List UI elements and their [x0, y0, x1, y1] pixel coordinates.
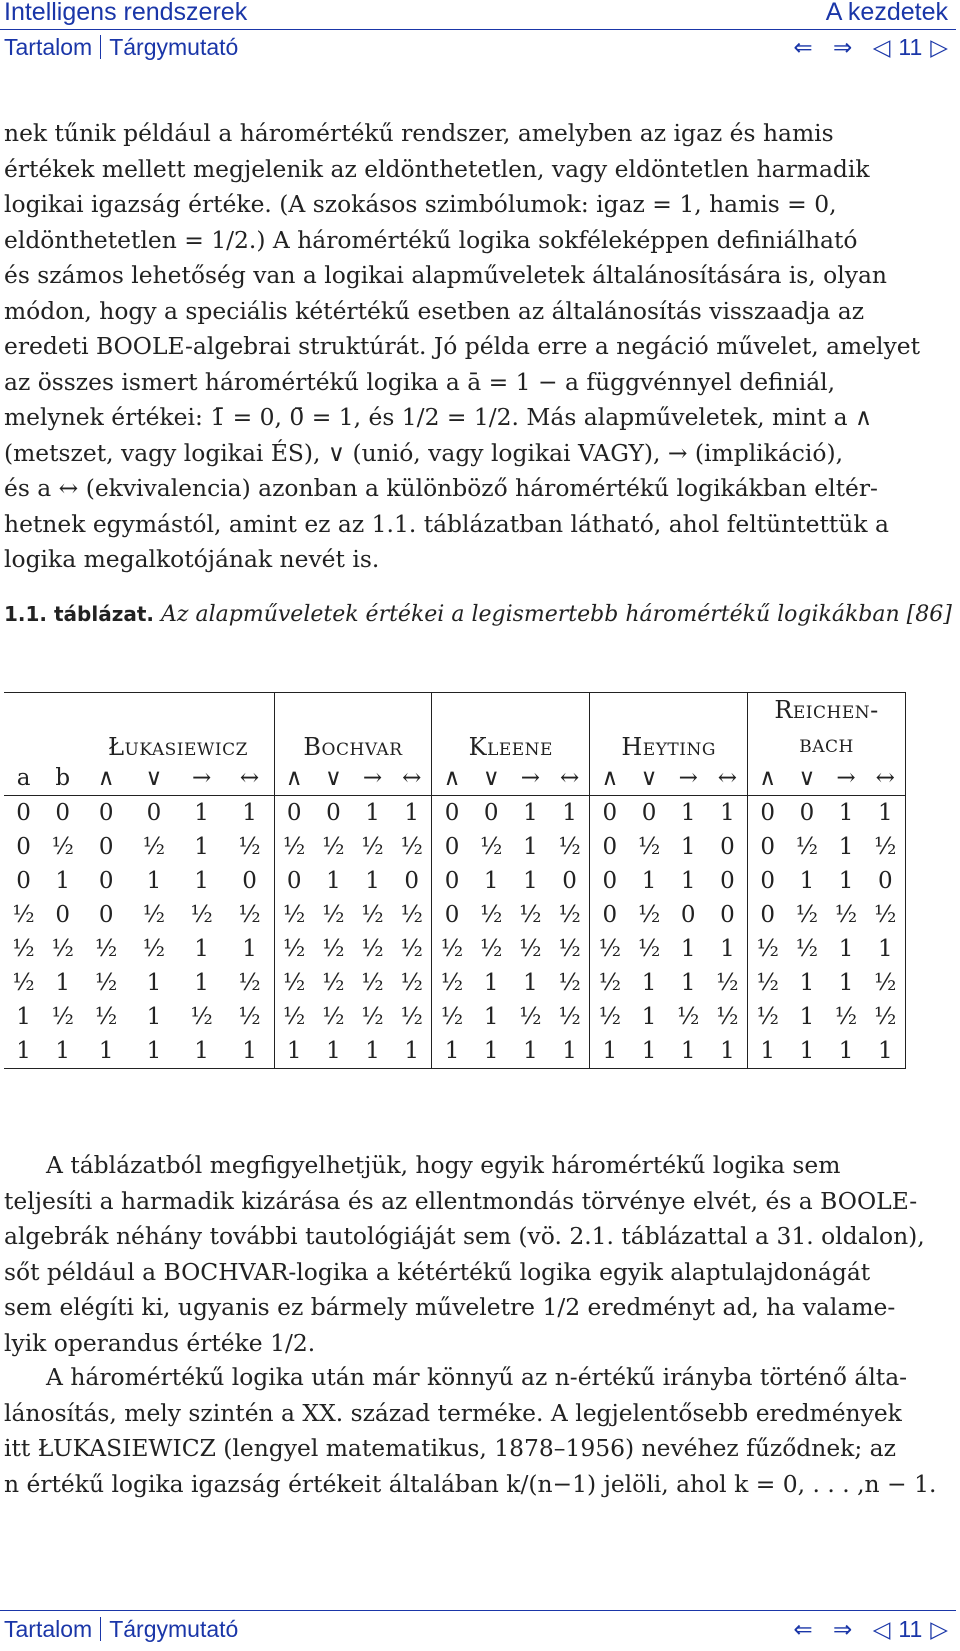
cell-value: ½ [637, 834, 661, 860]
cell-value: ½ [480, 834, 503, 860]
cell-value: ½ [440, 936, 464, 962]
cell-value: ½ [361, 902, 384, 928]
cell-value: ½ [834, 1004, 858, 1030]
logic-name-lukasiewicz: Łukasiewicz [82, 693, 274, 762]
cell-b: 1 [55, 868, 71, 894]
cell-value: 0 [146, 800, 162, 826]
cell-value: 1 [365, 868, 380, 894]
top-nav [0, 32, 956, 64]
cell-value: 1 [523, 868, 538, 894]
cell-value: ½ [708, 1000, 748, 1034]
cell-value: 1 [838, 834, 854, 860]
cell-value: 0 [444, 800, 460, 826]
operator-header: → [827, 761, 866, 796]
operator-header: ∧ [432, 761, 472, 796]
cell-value: ½ [550, 830, 590, 864]
cell-value: ½ [708, 966, 748, 1000]
cell-value: ½ [677, 1004, 700, 1030]
cell-value: 0 [98, 902, 114, 928]
cell-b: 1 [55, 970, 71, 996]
cell-value: ½ [866, 830, 906, 864]
table-row [4, 796, 906, 831]
cell-value: 1 [669, 1034, 708, 1069]
cell-value: ½ [440, 1004, 464, 1030]
operator-header: ∧ [82, 761, 130, 796]
cell-value: 1 [866, 932, 906, 966]
nav-separator [100, 35, 101, 59]
operator-header: → [353, 761, 392, 796]
table-row [4, 1000, 906, 1034]
cell-value: ½ [866, 1000, 906, 1034]
cell-value: 1 [641, 970, 657, 996]
back-arrow-icon[interactable]: ⇐ [793, 1616, 813, 1642]
truth-table [4, 692, 906, 1069]
cell-b: ½ [51, 1004, 74, 1030]
cell-value: ½ [550, 966, 590, 1000]
cell-value: 1 [641, 868, 657, 894]
cell-value: 0 [760, 902, 776, 928]
text-line: A táblázatból megfigyelhetjük, hogy egyik háromértékű logika sem [46, 1151, 841, 1179]
cell-value: ½ [834, 902, 858, 928]
operator-header: ∧ [748, 761, 788, 796]
cell-value: 0 [760, 868, 776, 894]
cell-value: ½ [142, 902, 166, 928]
cell-value: 0 [483, 800, 499, 826]
header-rule [0, 29, 956, 30]
cell-value: 1 [838, 970, 854, 996]
cell-b: 0 [55, 902, 71, 928]
cell-value: 1 [523, 834, 538, 860]
cell-value: 1 [365, 800, 380, 826]
text-line: módon, hogy a speciális kétértékű esetben az általánosítás visszaadja az [4, 296, 865, 325]
running-header [0, 0, 956, 28]
cell-value: 0 [98, 834, 114, 860]
logic-name-bochvar: Bochvar [274, 693, 432, 762]
cell-value: ½ [190, 1004, 213, 1030]
cell-value: ½ [550, 1000, 590, 1034]
text-line: logikai igazság értéke. (A szokásos szimbólumok: igaz = 1, hamis = 0, [4, 190, 837, 218]
bottom-nav [0, 1614, 956, 1646]
cell-value: ½ [95, 936, 118, 962]
cell-value: 0 [98, 800, 114, 826]
cell-value: ½ [225, 966, 274, 1000]
var-header-spacer [4, 693, 82, 762]
table-row [4, 830, 906, 864]
cell-value: 0 [286, 868, 302, 894]
var-b-header: b [43, 761, 82, 796]
logic-name-reichenbach [748, 693, 906, 762]
cell-a: 1 [4, 1034, 43, 1069]
cell-a: 1 [16, 1004, 31, 1030]
text-line: és számos lehetőség van a logikai alapműveletek általánosítására is, olyan [4, 261, 887, 289]
cell-value: 0 [326, 800, 341, 826]
cell-a: 0 [16, 834, 31, 860]
cell-value: ½ [361, 834, 384, 860]
cell-value: 0 [799, 800, 815, 826]
text-line: melynek értékei: 1̄ = 0, 0̄ = 1, és 1/2 = 1/2. Más alapműveletek, mint a ∧ [4, 403, 873, 431]
cell-value: 1 [680, 800, 696, 826]
cell-value: 1 [146, 1004, 162, 1030]
operator-header: ∨ [314, 761, 353, 796]
cell-value: 1 [82, 1034, 130, 1069]
text-line: lyik operandus értéke 1/2. [4, 1328, 316, 1357]
operator-row [4, 761, 906, 796]
cell-value: ½ [190, 902, 213, 928]
cell-b: 1 [43, 1034, 82, 1069]
contents-link[interactable]: Tartalom [4, 1616, 93, 1642]
cell-value: 1 [680, 970, 696, 996]
cell-value: ½ [322, 936, 345, 962]
paragraph-intro [4, 116, 954, 578]
cell-value: ½ [756, 936, 779, 962]
cell-value: 1 [748, 1034, 788, 1069]
cell-value: 1 [483, 868, 499, 894]
cell-value: 1 [866, 796, 906, 831]
text-line: és a ↔ (ekvivalencia) azonban a különböző háromértékű logikákban eltér- [4, 474, 878, 502]
cell-value: 1 [194, 868, 209, 894]
cell-value: 1 [432, 1034, 472, 1069]
cell-value: ½ [225, 898, 274, 932]
cell-value: 1 [708, 796, 748, 831]
cell-value: 1 [838, 868, 854, 894]
table-caption [4, 602, 952, 627]
paragraph-observation [4, 1148, 954, 1361]
cell-value: ½ [95, 1004, 118, 1030]
footer-rule [0, 1610, 956, 1611]
cell-value: 1 [194, 800, 209, 826]
cell-value: ½ [866, 898, 906, 932]
cell-value: ½ [392, 966, 432, 1000]
cell-a: ½ [12, 970, 35, 996]
cell-value: 1 [194, 834, 209, 860]
cell-value: 1 [194, 936, 209, 962]
cell-value: 0 [866, 864, 906, 898]
table-row [4, 1034, 906, 1069]
cell-value: ½ [795, 834, 819, 860]
table-row [4, 932, 906, 966]
cell-value: 0 [444, 834, 460, 860]
cell-value: 1 [641, 1004, 657, 1030]
cell-value: 1 [799, 1004, 815, 1030]
cell-value: ½ [795, 936, 819, 962]
caption-label: 1.1. táblázat. [4, 602, 155, 626]
prev-page-icon[interactable]: ◁ [872, 34, 891, 60]
cell-value: ½ [598, 936, 622, 962]
cell-value: 1 [483, 1004, 499, 1030]
cell-value: ½ [598, 1004, 622, 1030]
operator-header: ↔ [866, 761, 906, 796]
cell-value: 1 [353, 1034, 392, 1069]
back-arrow-icon[interactable]: ⇐ [793, 34, 813, 60]
cell-value: 0 [708, 830, 748, 864]
reichenbach-line2: bach [799, 730, 854, 758]
cell-value: ½ [392, 1000, 432, 1034]
cell-b: ½ [51, 936, 74, 962]
text-line: eredeti BOOLE-algebrai struktúrát. Jó példa erre a negáció művelet, amelyet [4, 332, 920, 360]
cell-value: ½ [283, 970, 306, 996]
operator-header: ∨ [787, 761, 826, 796]
text-line: logika megalkotójának nevét is. [4, 545, 380, 573]
next-page-icon[interactable]: ▷ [930, 34, 948, 60]
cell-value: 0 [708, 864, 748, 898]
cell-value: 1 [523, 970, 538, 996]
prev-page-icon[interactable]: ◁ [872, 1616, 891, 1642]
cell-value: 1 [130, 1034, 178, 1069]
cell-value: ½ [866, 966, 906, 1000]
cell-value: ½ [322, 834, 345, 860]
nav-separator [100, 1617, 101, 1641]
cell-value: 0 [550, 864, 590, 898]
cell-value: 0 [602, 800, 618, 826]
cell-value: ½ [142, 834, 166, 860]
page-number: 11 [898, 34, 923, 60]
cell-value: 1 [146, 868, 162, 894]
cell-value: ½ [519, 1004, 542, 1030]
reichenbach-line1: Reichen- [774, 696, 879, 724]
text-line: nek tűnik például a háromértékű rendszer, amelyben az igaz és hamis [4, 119, 834, 147]
operator-header: ∨ [130, 761, 178, 796]
cell-value: 1 [680, 834, 696, 860]
cell-value: ½ [756, 970, 779, 996]
cell-value: ½ [225, 830, 274, 864]
cell-value: 1 [838, 800, 854, 826]
cell-value: 1 [708, 1034, 748, 1069]
cell-value: 1 [225, 1034, 274, 1069]
cell-value: ½ [480, 936, 503, 962]
cell-value: ½ [480, 902, 503, 928]
table-body [4, 796, 906, 1069]
cell-value: 0 [286, 800, 302, 826]
cell-value: ½ [392, 830, 432, 864]
cell-value: 1 [225, 796, 274, 831]
cell-value: 0 [602, 834, 618, 860]
operator-header: ↔ [225, 761, 274, 796]
cell-value: 0 [680, 902, 696, 928]
cell-value: ½ [392, 932, 432, 966]
logic-name-heyting: Heyting [590, 693, 748, 762]
table-row [4, 898, 906, 932]
cell-value: 0 [98, 868, 114, 894]
cell-value: 1 [838, 936, 854, 962]
text-line: eldönthetetlen = 1/2.) A háromértékű logika sokféleképpen definiálható [4, 225, 858, 254]
cell-value: ½ [283, 936, 306, 962]
index-link[interactable]: Tárgymutató [109, 1616, 239, 1642]
cell-value: 0 [641, 800, 657, 826]
cell-value: 0 [392, 864, 432, 898]
cell-value: 1 [523, 800, 538, 826]
cell-value: 1 [472, 1034, 511, 1069]
operator-header: ↔ [392, 761, 432, 796]
text-line: hetnek egymástól, amint ez az 1.1. táblázatban látható, ahol feltüntettük a [4, 509, 889, 538]
table-row [4, 966, 906, 1000]
var-a-header: a [4, 761, 43, 796]
cell-value: 0 [760, 800, 776, 826]
cell-value: 1 [194, 970, 209, 996]
cell-a: 0 [16, 868, 31, 894]
cell-value: ½ [519, 936, 542, 962]
cell-value: 1 [550, 796, 590, 831]
cell-value: 0 [602, 868, 618, 894]
cell-value: 0 [760, 834, 776, 860]
cell-value: ½ [756, 1004, 779, 1030]
text-line: sőt például a BOCHVAR-logika a kétértékű logika egyik alaptulajdonágát [4, 1257, 871, 1286]
operator-header: → [511, 761, 550, 796]
operator-header: → [669, 761, 708, 796]
index-link[interactable]: Tárgymutató [109, 34, 239, 60]
operator-header: ∧ [590, 761, 630, 796]
cell-value: ½ [361, 936, 384, 962]
operator-header: → [178, 761, 226, 796]
cell-value: 0 [225, 864, 274, 898]
cell-value: 1 [680, 868, 696, 894]
cell-value: 0 [444, 902, 460, 928]
cell-b: ½ [51, 834, 74, 860]
cell-value: 0 [602, 902, 618, 928]
cell-a: ½ [12, 902, 35, 928]
cell-value: ½ [361, 970, 384, 996]
cell-value: ½ [95, 970, 118, 996]
cell-value: ½ [142, 936, 166, 962]
cell-value: 1 [630, 1034, 669, 1069]
text-line: lánosítás, mely szintén a XX. század terméke. A legjelentősebb eredmények [4, 1398, 902, 1427]
next-page-icon[interactable]: ▷ [930, 1616, 948, 1642]
text-line: n értékű logika igazság értékeit általában k/(n−1) jelöli, ahol k = 0, . . . ,n − 1. [4, 1469, 937, 1498]
table-row [4, 864, 906, 898]
cell-value: 1 [178, 1034, 226, 1069]
cell-value: 1 [827, 1034, 866, 1069]
text-line: algebrák néhány további tautológiáját sem (vö. 2.1. táblázattal a 31. oldalon), [4, 1222, 925, 1250]
cell-value: ½ [322, 1004, 345, 1030]
cell-value: ½ [637, 936, 661, 962]
cell-value: ½ [637, 902, 661, 928]
cell-value: ½ [283, 834, 306, 860]
cell-value: 0 [708, 898, 748, 932]
cell-value: ½ [550, 898, 590, 932]
cell-value: ½ [392, 898, 432, 932]
cell-value: 1 [511, 1034, 550, 1069]
cell-value: 1 [326, 868, 341, 894]
cell-value: 1 [392, 796, 432, 831]
cell-value: 1 [274, 1034, 314, 1069]
text-line: értékek mellett megjelenik az eldönthetetlen, vagy eldöntetlen harmadik [4, 154, 870, 183]
operator-header: ∨ [472, 761, 511, 796]
cell-value: 1 [708, 932, 748, 966]
forward-arrow-icon[interactable]: ⇒ [833, 34, 853, 60]
cell-value: 1 [392, 1034, 432, 1069]
cell-value: 1 [146, 970, 162, 996]
cell-value: 1 [680, 936, 696, 962]
cell-value: 1 [590, 1034, 630, 1069]
text-line: (metszet, vagy logikai ÉS), ∨ (unió, vagy logikai VAGY), → (implikáció), [4, 438, 844, 467]
text-line: A háromértékű logika után már könnyű az n-értékű irányba történő álta- [46, 1363, 908, 1391]
operator-header: ↔ [550, 761, 590, 796]
paragraph-n-valued [4, 1360, 954, 1502]
cell-value: ½ [519, 902, 542, 928]
cell-value: ½ [550, 932, 590, 966]
text-line: itt ŁUKASIEWICZ (lengyel matematikus, 1878–1956) nevéhez fűződnek; az [4, 1434, 896, 1462]
operator-header: ↔ [708, 761, 748, 796]
cell-value: ½ [322, 970, 345, 996]
section-title: A kezdetek [825, 0, 948, 26]
cell-value: ½ [322, 902, 345, 928]
text-line: sem elégíti ki, ugyanis ez bármely műveletre 1/2 eredményt ad, ha valame- [4, 1293, 896, 1321]
caption-text: Az alapműveletek értékei a legismertebb háromértékű logikákban [86] [161, 602, 952, 627]
cell-value: ½ [283, 1004, 306, 1030]
cell-value: 0 [444, 868, 460, 894]
cell-value: 1 [483, 970, 499, 996]
cell-value: ½ [361, 1004, 384, 1030]
cell-value: ½ [795, 902, 819, 928]
cell-value: ½ [283, 902, 306, 928]
cell-value: ½ [225, 1000, 274, 1034]
text-line: teljesíti a harmadik kizárása és az ellentmondás törvénye elvét, és a BOOLE- [4, 1186, 918, 1215]
course-title: Intelligens rendszerek [4, 0, 248, 26]
text-line: az összes ismert háromértékű logika a ā = 1 − a függvénnyel definiál, [4, 367, 836, 396]
cell-value: 1 [799, 970, 815, 996]
cell-value: 1 [550, 1034, 590, 1069]
cell-value: 1 [225, 932, 274, 966]
cell-value: 1 [314, 1034, 353, 1069]
cell-value: 1 [787, 1034, 826, 1069]
cell-a: 0 [16, 800, 31, 826]
page-number: 11 [898, 1616, 923, 1642]
contents-link[interactable]: Tartalom [4, 34, 93, 60]
cell-value: ½ [598, 970, 622, 996]
cell-value: 1 [866, 1034, 906, 1069]
cell-value: 1 [799, 868, 815, 894]
forward-arrow-icon[interactable]: ⇒ [833, 1616, 853, 1642]
operator-header: ∨ [630, 761, 669, 796]
cell-a: ½ [12, 936, 35, 962]
cell-b: 0 [55, 800, 71, 826]
logic-name-kleene: Kleene [432, 693, 590, 762]
operator-header: ∧ [274, 761, 314, 796]
cell-value: ½ [440, 970, 464, 996]
